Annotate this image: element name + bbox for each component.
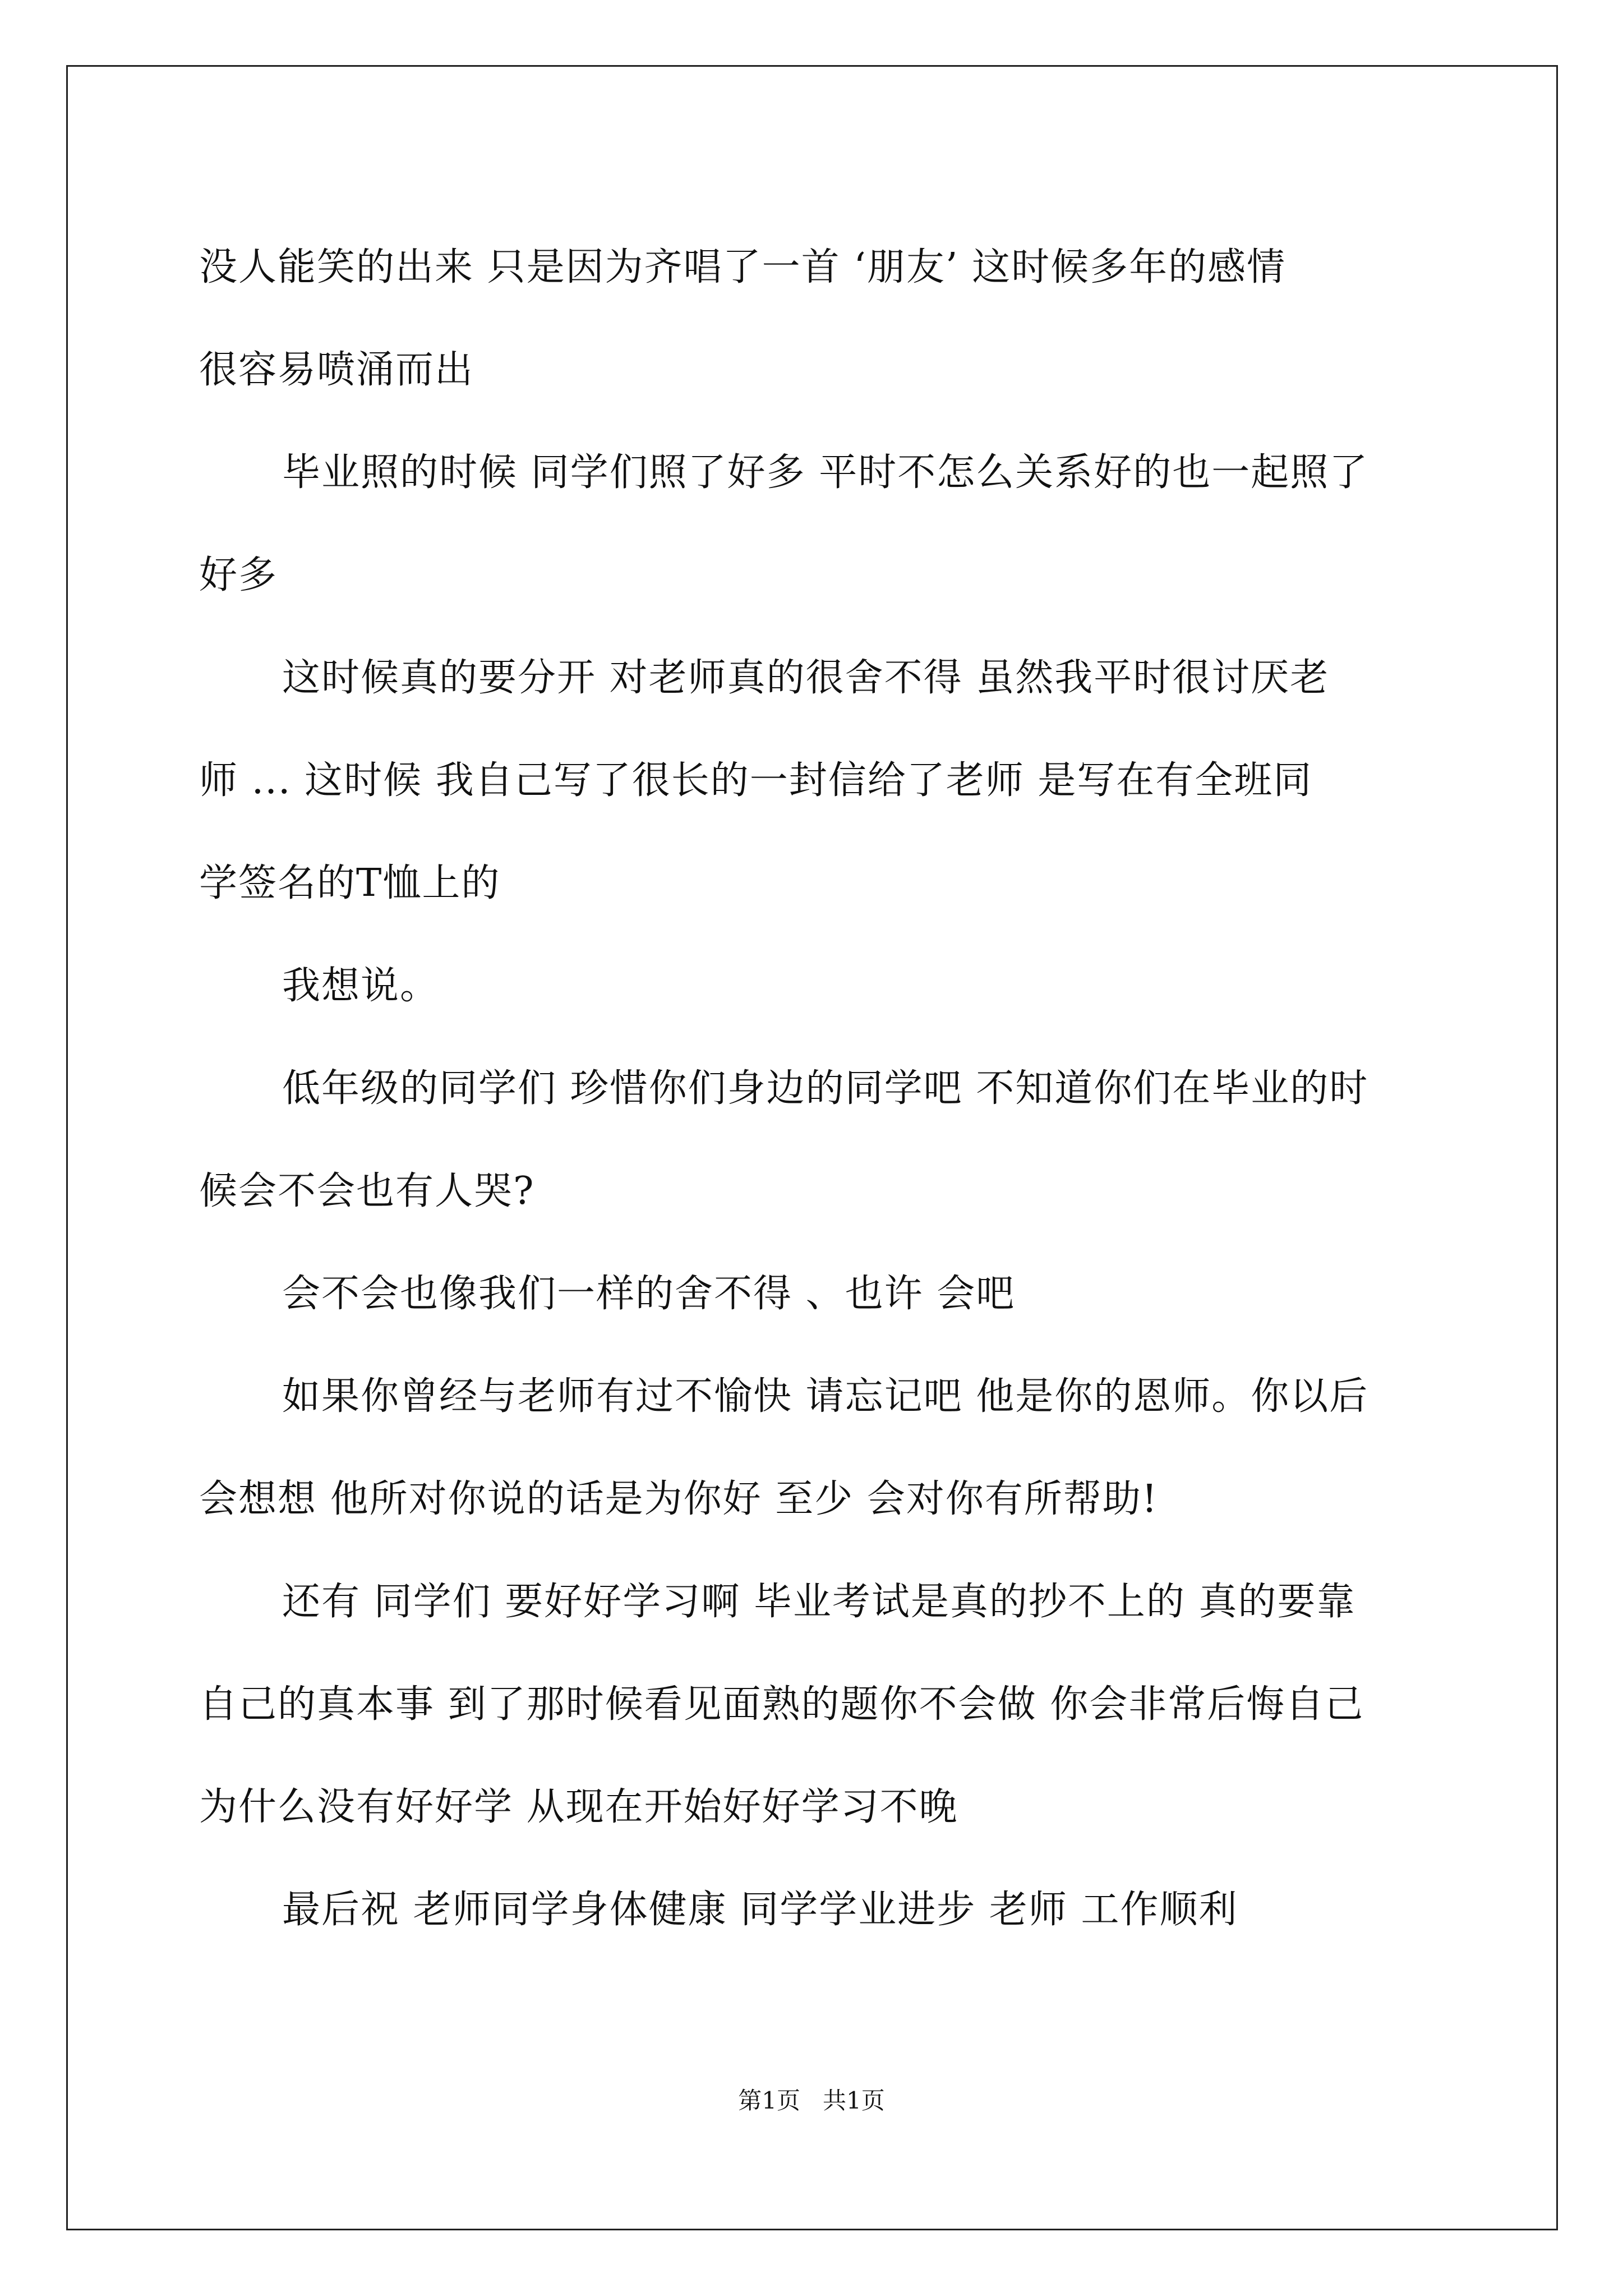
page-number-footer: 第1页 共1页: [738, 2087, 885, 2114]
text-line: 如果你曾经与老师有过不愉快 请忘记吧 他是你的恩师。你以后: [282, 1374, 1369, 1419]
text-line: 没人能笑的出来 只是因为齐唱了一首 ‘朋友’ 这时候多年的感情: [199, 245, 1287, 289]
text-line: 学签名的T恤上的: [199, 861, 501, 905]
text-line: 最后祝 老师同学身体健康 同学学业进步 老师 工作顺利: [282, 1888, 1238, 1932]
text-line: 会不会也像我们一样的舍不得 、也许 会吧: [282, 1272, 1016, 1316]
text-line: 很容易喷涌而出: [199, 348, 474, 392]
text-line: 我想说。: [282, 964, 440, 1008]
document-body: [199, 216, 1424, 1961]
text-line: 师 ... 这时候 我自己写了很长的一封信给了老师 是写在有全班同: [199, 758, 1313, 803]
text-line: 好多: [199, 553, 278, 597]
text-line: 低年级的同学们 珍惜你们身边的同学吧 不知道你们在毕业的时: [282, 1066, 1369, 1111]
text-line: 候会不会也有人哭?: [199, 1169, 535, 1213]
text-line: 自己的真本事 到了那时候看见面熟的题你不会做 你会非常后悔自己: [199, 1682, 1364, 1727]
text-line: 会想想 他所对你说的话是为你好 至少 会对你有所帮助!: [199, 1477, 1159, 1521]
text-line: 还有 同学们 要好好学习啊 毕业考试是真的抄不上的 真的要靠: [282, 1580, 1356, 1624]
text-line: 这时候真的要分开 对老师真的很舍不得 虽然我平时很讨厌老: [282, 656, 1330, 700]
text-line: 为什么没有好好学 从现在开始好好学习不晚: [199, 1785, 958, 1829]
text-line: 毕业照的时候 同学们照了好多 平时不怎么关系好的也一起照了: [282, 450, 1369, 495]
